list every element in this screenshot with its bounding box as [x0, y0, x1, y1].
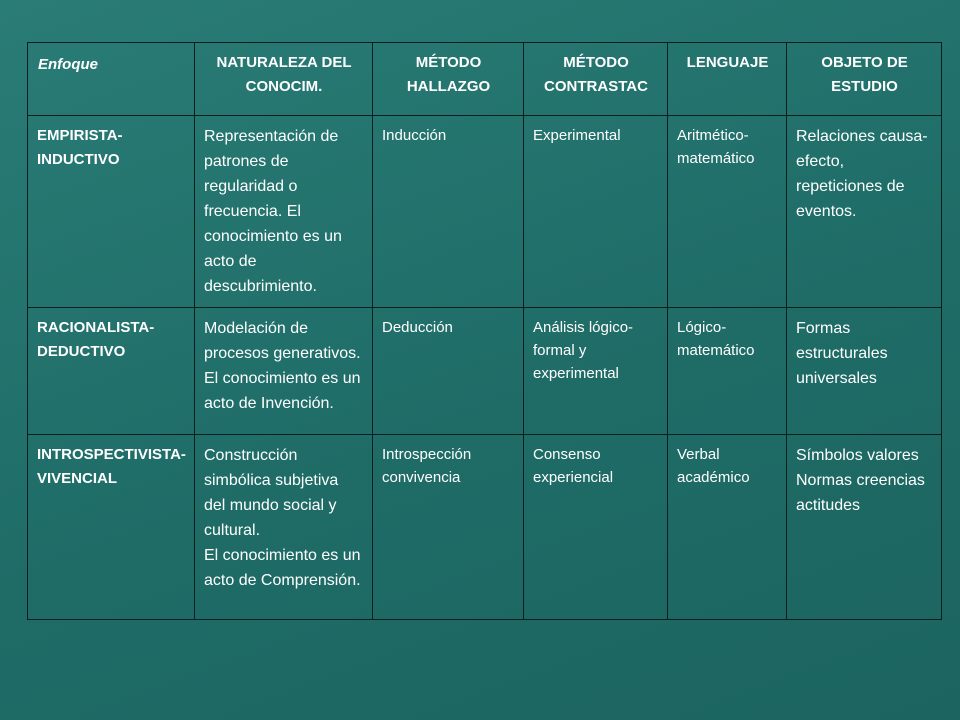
row-enfoque: INTROSPECTIVISTA-VIVENCIAL — [28, 435, 195, 620]
row-objeto: Símbolos valores Normas creencias actitudes — [787, 435, 942, 620]
header-metodo-hallazgo: MÉTODO HALLAZGO — [373, 43, 524, 116]
row-contrastacion: Análisis lógico-formal y experimental — [524, 308, 668, 435]
row-contrastacion: Experimental — [524, 116, 668, 308]
row-naturaleza: Modelación de procesos generativos. El conocimiento es un acto de Invención. — [195, 308, 373, 435]
row-enfoque: EMPIRISTA-INDUCTIVO — [28, 116, 195, 308]
table-row — [28, 308, 942, 435]
row-lenguaje: Verbal académico — [668, 435, 787, 620]
header-lenguaje: LENGUAJE — [668, 43, 787, 116]
header-objeto: OBJETO DE ESTUDIO — [787, 43, 942, 116]
table-row — [28, 435, 942, 620]
epistemology-table — [27, 42, 942, 620]
row-lenguaje: Lógico-matemático — [668, 308, 787, 435]
row-naturaleza: Representación de patrones de regularidad o frecuencia. El conocimiento es un acto de descubrimiento. — [195, 116, 373, 308]
header-metodo-contrastacion: MÉTODO CONTRASTAC — [524, 43, 668, 116]
header-enfoque: Enfoque — [28, 43, 195, 116]
header-naturaleza: NATURALEZA DEL CONOCIM. — [195, 43, 373, 116]
row-objeto: Formas estructurales universales — [787, 308, 942, 435]
row-hallazgo: Introspección convivencia — [373, 435, 524, 620]
row-enfoque: RACIONALISTA-DEDUCTIVO — [28, 308, 195, 435]
row-contrastacion: Consenso experiencial — [524, 435, 668, 620]
table-header-row — [28, 43, 942, 116]
row-naturaleza: Construcción simbólica subjetiva del mundo social y cultural. El conocimiento es un acto de Comprensión. — [195, 435, 373, 620]
row-lenguaje: Aritmético-matemático — [668, 116, 787, 308]
row-objeto: Relaciones causa-efecto, repeticiones de eventos. — [787, 116, 942, 308]
row-hallazgo: Deducción — [373, 308, 524, 435]
row-hallazgo: Inducción — [373, 116, 524, 308]
table-row — [28, 116, 942, 308]
